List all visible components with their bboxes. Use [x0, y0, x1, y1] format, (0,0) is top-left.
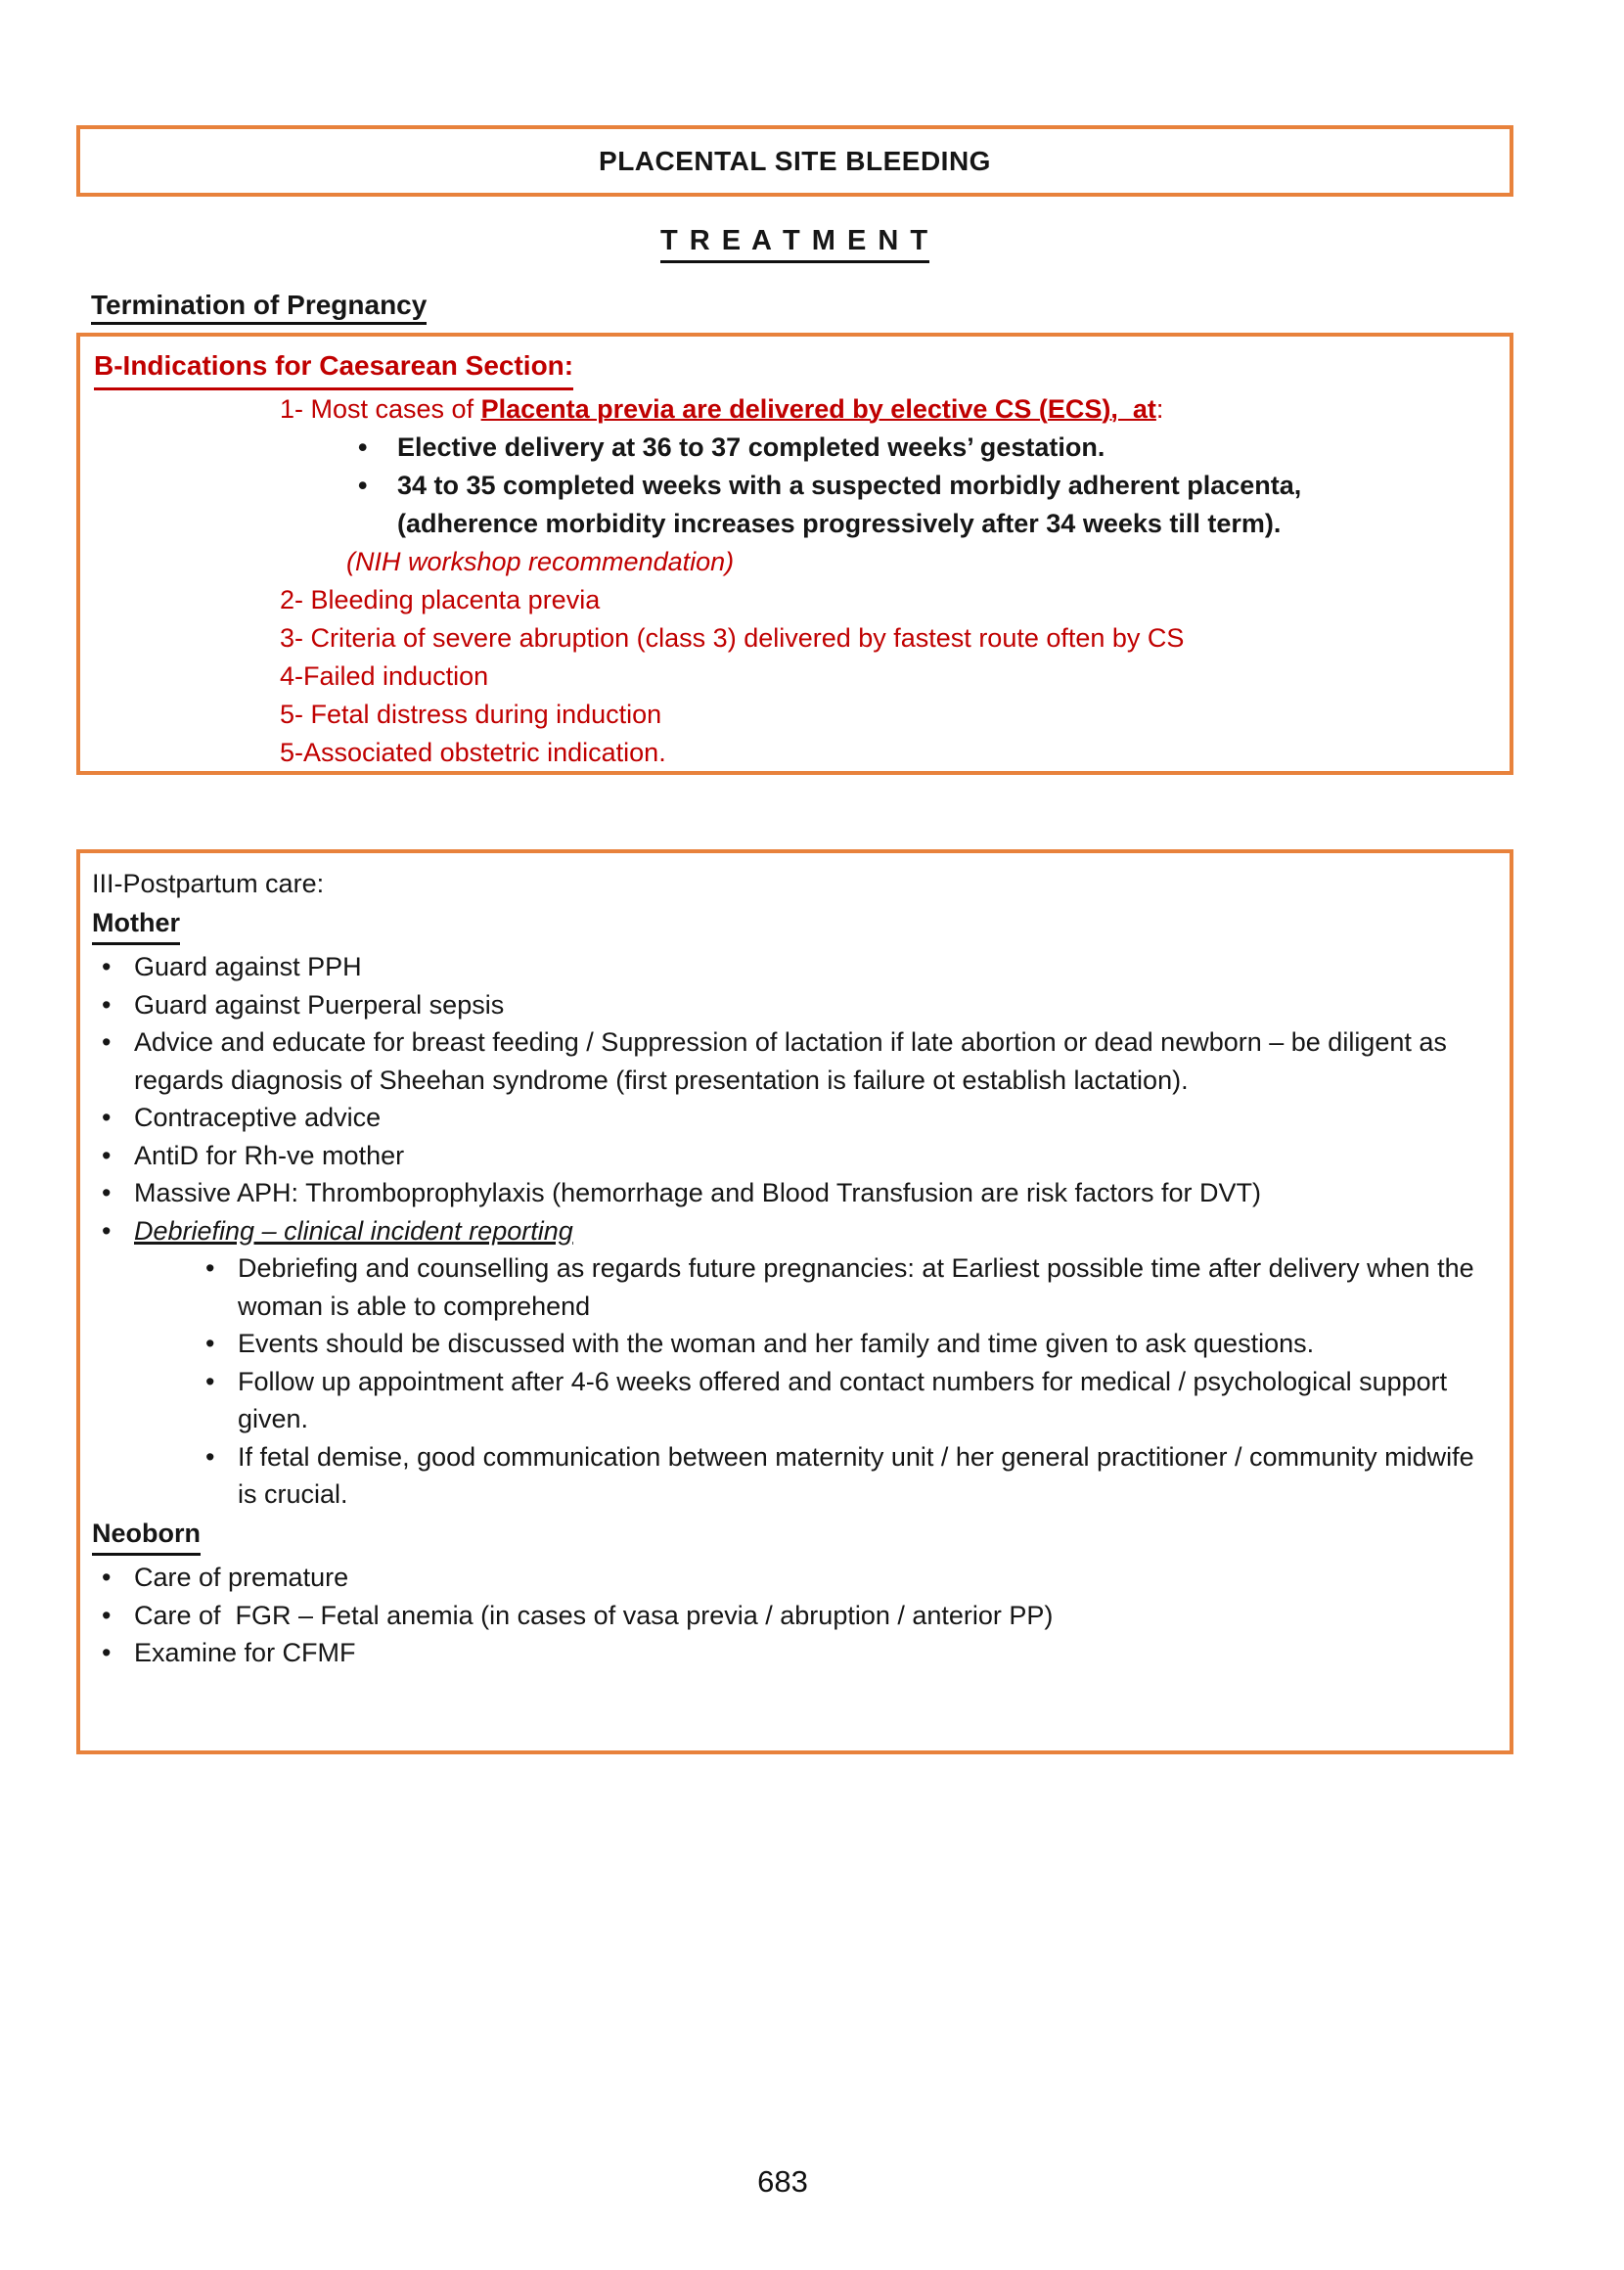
list-item-debriefing — [92, 1212, 1484, 1250]
indications-heading — [94, 345, 1496, 390]
bullet-text: 34 to 35 completed weeks with a suspected morbidly adherent placenta, — [397, 471, 1302, 500]
indication-item-1 — [280, 390, 1496, 429]
debriefing-label: Debriefing – clinical incident reporting — [134, 1215, 573, 1246]
bullet-icon: • — [102, 1563, 112, 1592]
bullet-icon: • — [102, 989, 112, 1020]
postpartum-heading: III-Postpartum care: — [92, 869, 325, 898]
list-item — [92, 1023, 1484, 1099]
list-item — [92, 1634, 1484, 1672]
list-item — [92, 1559, 1484, 1597]
bullet-text: Events should be discussed with the woman and her family and time given to ask questions. — [238, 1329, 1315, 1358]
treatment-heading: T R E A T M E N T — [660, 225, 929, 263]
indication-item-4: 4-Failed induction — [280, 661, 489, 691]
title-box — [76, 125, 1513, 197]
bullet-icon: • — [358, 432, 368, 462]
list-item — [92, 1597, 1484, 1635]
item1-emphasis: Placenta previa are delivered by elective CS (ECS), at — [480, 394, 1156, 424]
bullet-text: Massive APH: Thromboprophylaxis (hemorrhage and Blood Transfusion are risk factors for DVT) — [134, 1178, 1261, 1207]
list-item — [358, 467, 1496, 505]
bullet-text: AntiD for Rh-ve mother — [134, 1140, 405, 1170]
indications-heading-text: B-Indications for Caesarean Section: — [94, 345, 573, 390]
item1-suffix: : — [1155, 394, 1164, 424]
mother-heading-text: Mother — [92, 904, 180, 946]
bullet-text: Contraceptive advice — [134, 1103, 382, 1132]
treatment-heading-wrap — [76, 225, 1513, 263]
indication-item-2: 2- Bleeding placenta previa — [280, 585, 601, 614]
bullet-icon: • — [102, 1638, 112, 1667]
bullet-icon: • — [102, 1600, 112, 1630]
bullet-icon: • — [102, 952, 112, 981]
list-item — [92, 986, 1484, 1024]
indication-item-3: 3- Criteria of severe abruption (class 3) delivered by fastest route often by CS — [280, 623, 1185, 653]
list-item — [92, 1174, 1484, 1212]
bullet-icon: • — [102, 1103, 112, 1132]
bullet-text: Care of FGR – Fetal anemia (in cases of vasa previa / abruption / anterior PP) — [134, 1600, 1054, 1630]
bullet-continuation: (adherence morbidity increases progressively after 34 weeks till term). — [397, 509, 1282, 538]
bullet-icon: • — [205, 1366, 215, 1396]
indications-box — [76, 333, 1513, 775]
bullet-icon: • — [102, 1140, 112, 1170]
termination-heading — [91, 290, 427, 325]
list-item — [92, 1249, 1484, 1325]
bullet-text: Debriefing and counselling as regards future pregnancies: at Earliest possible time after delivery when the woman is able to comprehend — [238, 1253, 1482, 1321]
bullet-text: Examine for CFMF — [134, 1638, 356, 1667]
list-item — [358, 429, 1496, 467]
bullet-text: Advice and educate for breast feeding / Suppression of lactation if late abortion or dead newborn – be diligent as regards diagnosis of Sheehan syndrome (first presentation is failure ot establish lactation). — [134, 1027, 1455, 1095]
neoborn-heading — [92, 1515, 1484, 1557]
neoborn-heading-text: Neoborn — [92, 1515, 201, 1557]
bullet-icon: • — [358, 471, 368, 500]
termination-heading-text: Termination of Pregnancy — [91, 290, 427, 325]
bullet-text: Elective delivery at 36 to 37 completed weeks’ gestation. — [397, 432, 1105, 462]
list-item — [92, 1325, 1484, 1363]
list-item — [92, 948, 1484, 986]
bullet-icon: • — [205, 1441, 215, 1472]
bullet-icon: • — [102, 1027, 112, 1057]
bullet-text: If fetal demise, good communication between maternity unit / her general practitioner / community midwife is crucial. — [238, 1441, 1482, 1509]
bullet-text: Care of premature — [134, 1563, 349, 1592]
indication-item-6: 5-Associated obstetric indication. — [280, 738, 666, 767]
page-number: 683 — [757, 2164, 808, 2199]
bullet-icon: • — [102, 1178, 112, 1207]
nih-note: (NIH workshop recommendation) — [346, 547, 735, 576]
bullet-text: Guard against Puerperal sepsis — [134, 989, 505, 1020]
list-item — [92, 1137, 1484, 1175]
mother-heading — [92, 904, 1484, 946]
bullet-icon: • — [205, 1253, 215, 1283]
bullet-text: Follow up appointment after 4-6 weeks offered and contact numbers for medical / psychological support given. — [238, 1366, 1455, 1433]
list-item — [92, 1438, 1484, 1514]
list-item — [92, 1363, 1484, 1438]
bullet-icon: • — [102, 1215, 112, 1246]
bullet-icon: • — [205, 1329, 215, 1358]
indication-item-5: 5- Fetal distress during induction — [280, 700, 662, 729]
bullet-text: Guard against PPH — [134, 952, 362, 981]
page-title: PLACENTAL SITE BLEEDING — [599, 145, 991, 176]
postpartum-box — [76, 849, 1513, 1754]
list-item — [92, 1099, 1484, 1137]
item1-prefix: 1- Most cases of — [280, 394, 481, 424]
